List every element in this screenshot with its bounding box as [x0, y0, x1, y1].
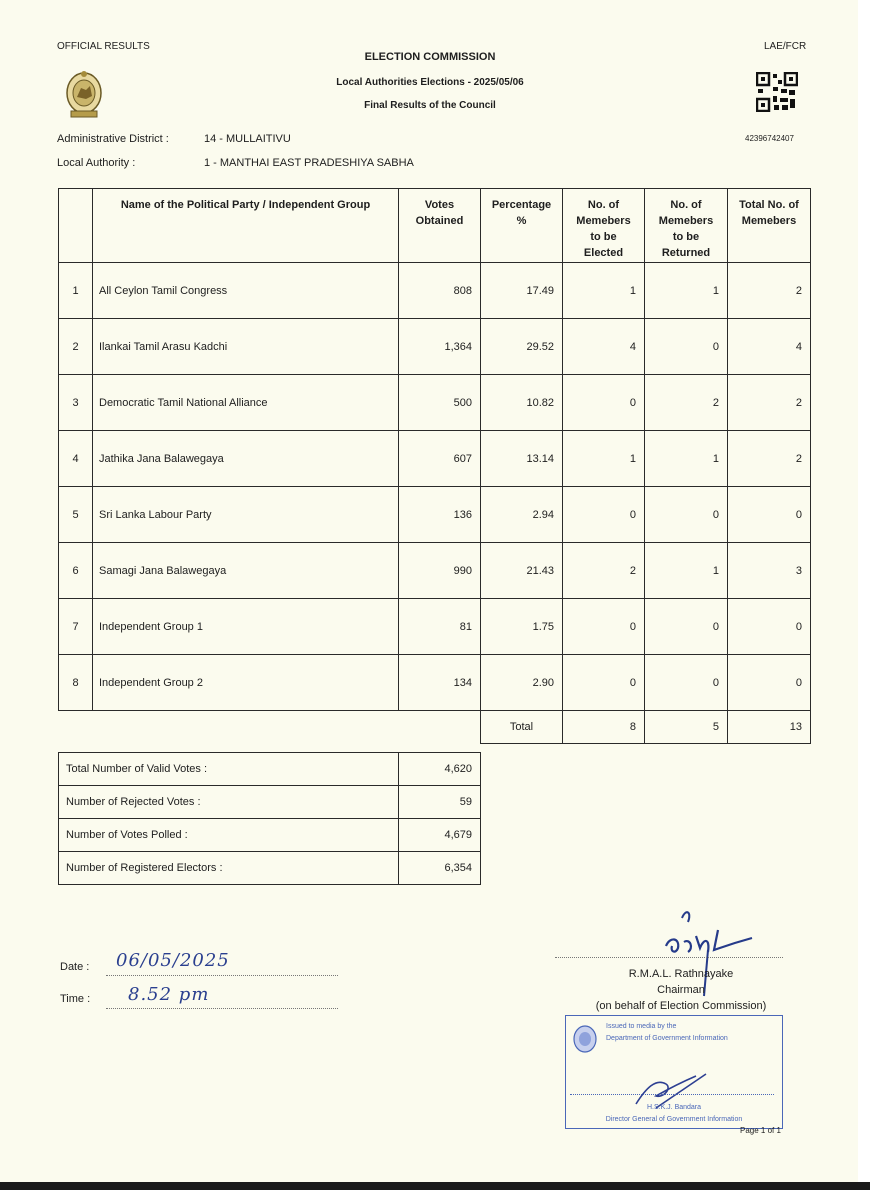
signatory-name: R.M.A.L. Rathnayake: [628, 968, 734, 980]
row-party-name: Independent Group 1: [93, 599, 399, 655]
stamp-line-1: Issued to media by the: [606, 1023, 677, 1030]
totals-returned: 5: [645, 711, 728, 744]
row-index: 8: [59, 655, 93, 711]
row-percentage: 1.75: [481, 599, 563, 655]
row-members-returned: 1: [645, 543, 728, 599]
date-value: 06/05/2025: [116, 950, 230, 971]
stamp-officer-role: Director General of Government Information: [605, 1116, 743, 1123]
header-party-name: Name of the Political Party / Independent Group: [93, 189, 399, 263]
row-percentage: 13.14: [481, 431, 563, 487]
time-value: 8.52 pm: [128, 984, 210, 1005]
table-row: [59, 487, 811, 543]
row-party-name: Ilankai Tamil Arasu Kadchi: [93, 319, 399, 375]
row-votes: 134: [399, 655, 481, 711]
time-line: [106, 1008, 338, 1009]
commission-title: ELECTION COMMISSION: [364, 51, 496, 63]
date-line: [106, 975, 338, 976]
totals-label: Total: [481, 711, 563, 744]
summary-value: 6,354: [399, 852, 481, 885]
page-bottom-edge: [0, 1182, 870, 1190]
table-row: [59, 599, 811, 655]
row-members-returned: 0: [645, 655, 728, 711]
row-total-members: 0: [728, 655, 811, 711]
row-members-returned: 2: [645, 375, 728, 431]
government-seal-icon: [572, 1024, 598, 1054]
row-index: 3: [59, 375, 93, 431]
stamp-officer-name: H.S.K.J. Bandara: [646, 1104, 702, 1111]
row-members-elected: 0: [563, 487, 645, 543]
row-index: 5: [59, 487, 93, 543]
summary-label: Number of Registered Electors :: [59, 852, 399, 885]
row-members-elected: 0: [563, 599, 645, 655]
summary-label: Number of Rejected Votes :: [59, 786, 399, 819]
stamp-line-2: Department of Government Information: [606, 1035, 728, 1042]
row-percentage: 2.90: [481, 655, 563, 711]
row-party-name: Jathika Jana Balawegaya: [93, 431, 399, 487]
time-label: Time :: [60, 993, 91, 1005]
government-information-stamp: [565, 1015, 783, 1129]
summary-row: [59, 786, 481, 819]
document-number: 42396742407: [745, 134, 794, 143]
row-members-returned: 1: [645, 431, 728, 487]
table-row: [59, 543, 811, 599]
row-votes: 136: [399, 487, 481, 543]
table-row: [59, 263, 811, 319]
header-total-members: Total No. of Memebers: [728, 189, 811, 263]
sri-lanka-emblem-icon: [64, 66, 104, 120]
summary-label: Number of Votes Polled :: [59, 819, 399, 852]
table-row: [59, 431, 811, 487]
row-index: 7: [59, 599, 93, 655]
row-index: 2: [59, 319, 93, 375]
qr-code-icon: [756, 72, 798, 112]
row-votes: 990: [399, 543, 481, 599]
row-total-members: 2: [728, 431, 811, 487]
date-label: Date :: [60, 961, 90, 973]
row-party-name: Samagi Jana Balawegaya: [93, 543, 399, 599]
row-votes: 1,364: [399, 319, 481, 375]
row-votes: 81: [399, 599, 481, 655]
row-members-returned: 0: [645, 599, 728, 655]
row-index: 4: [59, 431, 93, 487]
election-subtitle: Local Authorities Elections - 2025/05/06: [336, 77, 524, 88]
row-party-name: Independent Group 2: [93, 655, 399, 711]
row-votes: 607: [399, 431, 481, 487]
authority-label: Local Authority :: [57, 157, 136, 169]
header-index: [59, 189, 93, 263]
signatory-on-behalf: (on behalf of Election Commission): [595, 1000, 767, 1012]
row-total-members: 2: [728, 375, 811, 431]
summary-value: 4,679: [399, 819, 481, 852]
row-total-members: 3: [728, 543, 811, 599]
table-header-row: [59, 189, 811, 263]
summary-value: 4,620: [399, 753, 481, 786]
row-index: 1: [59, 263, 93, 319]
summary-row: [59, 852, 481, 885]
row-total-members: 2: [728, 263, 811, 319]
row-percentage: 21.43: [481, 543, 563, 599]
totals-table: [480, 710, 811, 744]
row-members-elected: 1: [563, 263, 645, 319]
official-results-label: OFFICIAL RESULTS: [57, 41, 150, 52]
totals-total: 13: [728, 711, 811, 744]
summary-row: [59, 819, 481, 852]
table-row: [59, 319, 811, 375]
row-members-returned: 0: [645, 319, 728, 375]
results-table: [58, 188, 811, 711]
row-percentage: 17.49: [481, 263, 563, 319]
totals-elected: 8: [563, 711, 645, 744]
table-row: [59, 375, 811, 431]
row-percentage: 10.82: [481, 375, 563, 431]
row-members-elected: 1: [563, 431, 645, 487]
row-percentage: 29.52: [481, 319, 563, 375]
row-members-elected: 0: [563, 375, 645, 431]
header-percentage: Percentage %: [481, 189, 563, 263]
row-party-name: All Ceylon Tamil Congress: [93, 263, 399, 319]
stamp-line: [570, 1094, 774, 1095]
row-members-returned: 0: [645, 487, 728, 543]
row-party-name: Democratic Tamil National Alliance: [93, 375, 399, 431]
signature-line: [555, 957, 783, 958]
header-members-elected: No. of Memebers to be Elected: [563, 189, 645, 263]
district-value: 14 - MULLAITIVU: [204, 133, 291, 145]
totals-row: [481, 711, 811, 744]
page-number: Page 1 of 1: [740, 1126, 781, 1135]
vote-summary-table: [58, 752, 481, 885]
header-votes: Votes Obtained: [399, 189, 481, 263]
row-members-elected: 0: [563, 655, 645, 711]
summary-value: 59: [399, 786, 481, 819]
row-total-members: 0: [728, 599, 811, 655]
summary-row: [59, 753, 481, 786]
row-members-elected: 4: [563, 319, 645, 375]
row-total-members: 4: [728, 319, 811, 375]
row-members-returned: 1: [645, 263, 728, 319]
council-results-title: Final Results of the Council: [364, 100, 496, 111]
row-members-elected: 2: [563, 543, 645, 599]
table-row: [59, 655, 811, 711]
signatory-role: Chairman: [657, 984, 705, 996]
row-votes: 500: [399, 375, 481, 431]
row-total-members: 0: [728, 487, 811, 543]
row-percentage: 2.94: [481, 487, 563, 543]
authority-value: 1 - MANTHAI EAST PRADESHIYA SABHA: [204, 157, 414, 169]
row-votes: 808: [399, 263, 481, 319]
header-members-returned: No. of Memebers to be Returned: [645, 189, 728, 263]
summary-label: Total Number of Valid Votes :: [59, 753, 399, 786]
form-code: LAE/FCR: [764, 41, 807, 52]
row-party-name: Sri Lanka Labour Party: [93, 487, 399, 543]
row-index: 6: [59, 543, 93, 599]
district-label: Administrative District :: [57, 133, 169, 145]
